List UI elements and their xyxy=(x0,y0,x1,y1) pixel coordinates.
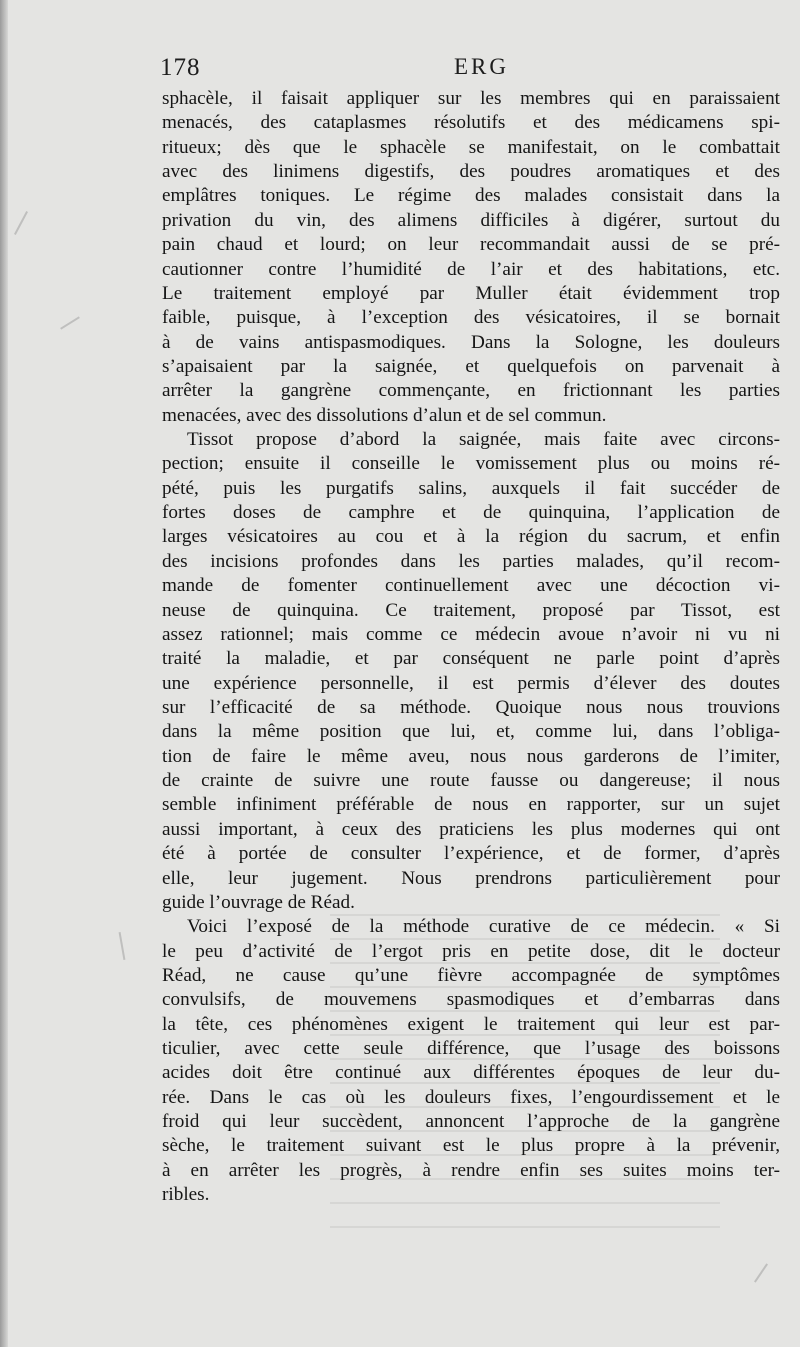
text-line: guide l’ouvrage de Réad. xyxy=(162,891,355,913)
margin-pencil-mark xyxy=(754,1263,768,1282)
text-line: de crainte de suivre une route fausse ou dangereuse; il nous xyxy=(162,770,780,792)
text-line: le peu d’activité de l’ergot pris en petite dose, dit le docteur xyxy=(162,940,780,962)
page-header xyxy=(160,54,780,88)
text-line: des incisions profondes dans les parties malades, qu’il recom- xyxy=(162,550,780,572)
text-line: ticulier, avec cette seule différence, que l’usage des boissons xyxy=(162,1038,780,1060)
text-line: sphacèle, il faisait appliquer sur les membres qui en paraissaient xyxy=(162,88,780,109)
page-number: 178 xyxy=(160,54,201,81)
text-line: elle, leur jugement. Nous prendrons particulièrement pour xyxy=(162,867,780,889)
text-line: s’apaisaient par la saignée, et quelquefois on parvenait à xyxy=(162,355,780,377)
text-line: Tissot propose d’abord la saignée, mais faite avec circons- xyxy=(187,429,780,451)
margin-pencil-mark xyxy=(14,211,28,235)
text-line: convulsifs, de mouvemens spasmodiques et d’embarras dans xyxy=(162,989,780,1011)
text-line: aussi important, à ceux des praticiens les plus modernes qui ont xyxy=(162,818,780,840)
text-line: acides doit être continué aux différentes époques de leur du- xyxy=(162,1062,780,1084)
text-line: avec des linimens digestifs, des poudres aromatiques et des xyxy=(162,161,780,183)
text-line: pain chaud et lourd; on leur recommandait aussi de se pré- xyxy=(162,234,780,256)
text-line: Le traitement employé par Muller était évidemment trop xyxy=(162,282,780,304)
paragraph-2 xyxy=(162,428,780,915)
text-line: menacées, avec des dissolutions d’alun et de sel commun. xyxy=(162,404,607,426)
paragraph-3 xyxy=(162,915,780,1207)
text-line: menacés, des cataplasmes résolutifs et des médicamens spi- xyxy=(162,112,780,134)
text-line: traité la maladie, et par conséquent ne parle point d’après xyxy=(162,648,780,670)
text-line: cautionner contre l’humidité de l’air et des habitations, etc. xyxy=(162,258,780,280)
text-line: rée. Dans le cas où les douleurs fixes, l’engourdissement et le xyxy=(162,1086,780,1108)
text-line: dans la même position que lui, et, comme lui, dans l’obliga- xyxy=(162,721,780,743)
text-line: pection; ensuite il conseille le vomissement plus ou moins ré- xyxy=(162,453,780,475)
text-line: pété, puis les purgatifs salins, auxquels il fait succéder de xyxy=(162,477,780,499)
text-line: à en arrêter les progrès, à rendre enfin ses suites moins ter- xyxy=(162,1159,780,1181)
text-line: emplâtres toniques. Le régime des malades consistait dans la xyxy=(162,185,780,207)
text-line: semble infiniment préférable de nous en rapporter, sur un sujet xyxy=(162,794,780,816)
text-line: sur l’efficacité de sa méthode. Quoique nous nous trouvions xyxy=(162,696,780,718)
text-line: faible, puisque, à l’exception des vésicatoires, il se bornait xyxy=(162,307,780,329)
text-line: la tête, ces phénomènes exigent le traitement qui leur est par- xyxy=(162,1013,780,1035)
text-line: sèche, le traitement suivant est le plus propre à la prévenir, xyxy=(162,1135,780,1157)
text-line: tion de faire le même aveu, nous nous garderons de l’imiter, xyxy=(162,745,780,767)
text-line: ribles. xyxy=(162,1184,210,1206)
margin-pencil-mark xyxy=(60,316,80,329)
text-line: ritueux; dès que le sphacèle se manifestait, on le combattait xyxy=(162,136,780,158)
body-text xyxy=(162,87,780,1208)
text-line: arrêter la gangrène commençante, en frictionnant les parties xyxy=(162,380,780,402)
text-line: été à portée de consulter l’expérience, et de former, d’après xyxy=(162,843,780,865)
page-edge-shadow xyxy=(0,0,8,1347)
text-line: à de vains antispasmodiques. Dans la Sologne, les douleurs xyxy=(162,331,780,353)
text-line: assez rationnel; mais comme ce médecin avoue n’avoir ni vu ni xyxy=(162,623,780,645)
text-line: Voici l’exposé de la méthode curative de ce médecin. « Si xyxy=(187,916,780,938)
text-line: mande de fomenter continuellement avec une décoction vi- xyxy=(162,575,780,597)
text-line: fortes doses de camphre et de quinquina, l’application de xyxy=(162,502,780,524)
running-head: ERG xyxy=(454,54,509,79)
text-line: une expérience personnelle, il est permis d’élever des doutes xyxy=(162,672,780,694)
text-line: neuse de quinquina. Ce traitement, proposé par Tissot, est xyxy=(162,599,780,621)
text-line: privation du vin, des alimens difficiles à digérer, surtout du xyxy=(162,209,780,231)
text-line: froid qui leur succèdent, annoncent l’approche de la gangrène xyxy=(162,1111,780,1133)
text-line: Réad, ne cause qu’une fièvre accompagnée de symptômes xyxy=(162,964,780,986)
text-line: larges vésicatoires au cou et à la région du sacrum, et enfin xyxy=(162,526,780,548)
paragraph-1 xyxy=(162,87,780,428)
margin-pencil-mark xyxy=(119,932,126,960)
